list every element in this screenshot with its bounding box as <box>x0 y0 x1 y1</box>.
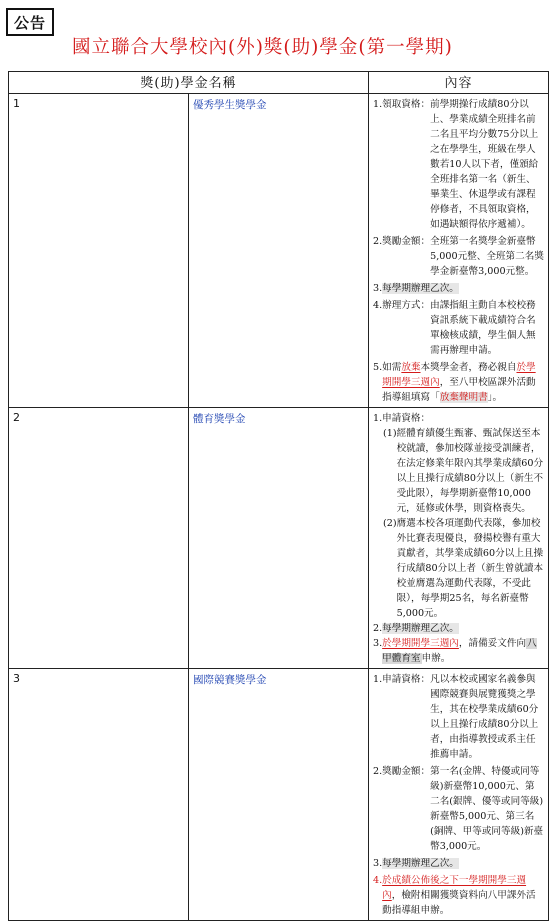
table-row <box>9 94 549 408</box>
header-content-column: 內容 <box>369 72 549 94</box>
item-text: 每學期辦理乙次。 <box>382 623 459 634</box>
highlight-deadline: 於學期開學三週內 <box>382 638 459 649</box>
notice-tag: 公告 <box>6 8 54 36</box>
item-label: 2.獎勵金額： <box>373 766 431 777</box>
row-number: 1 <box>9 94 189 408</box>
subitem-label: (1) <box>383 428 397 439</box>
content-item <box>373 97 544 232</box>
scholarship-content <box>369 94 549 408</box>
scholarship-name: 體育獎學金 <box>189 408 369 669</box>
content-item <box>373 636 544 666</box>
item-text: 每學期辦理乙次。 <box>382 858 459 869</box>
scholarship-table <box>8 71 549 921</box>
item-text: 由課指組主動自本校校務資訊系統下載成績符合名單檢核成績，學生個人無需再辦理申請。 <box>430 300 536 356</box>
item-label: 2.獎勵金額： <box>373 236 431 247</box>
item-text: 前學期操行成績80分以上、學業成績全班排名前二名且平均分數75分以上之在學學生，班級在學人數若10人以下者，僅頒給全班排名第一名（新生、畢業生、休退學或有課程停修者，不具領取資格，如遇缺額得依序遞補）。 <box>430 99 539 230</box>
table-header-row <box>9 72 549 94</box>
item-label: 3. <box>373 283 383 294</box>
item-label: 1.申請資格： <box>373 413 431 424</box>
scholarship-content <box>369 669 549 921</box>
item-label: 1.申請資格： <box>373 674 431 685</box>
content-item <box>373 764 544 854</box>
content-item <box>373 234 544 279</box>
highlight-office: 八甲體育室 <box>382 638 537 664</box>
content-item <box>373 360 544 405</box>
highlight-deadline: 於學期開學三週內 <box>382 362 536 388</box>
item-text <box>430 411 544 426</box>
row-number: 3 <box>9 669 189 921</box>
content-subitem <box>383 426 544 516</box>
item-text: 於成績公佈後之下一學期開學三週內，檢附相關獲獎資料向八甲課外活動指導組申辦。 <box>382 875 536 916</box>
content-item <box>373 621 544 636</box>
item-text: 於學期開學三週內，請備妥文件向八甲體育室申辦。 <box>382 638 537 664</box>
item-label: 3. <box>373 858 383 869</box>
scholarship-name: 優秀學生獎學金 <box>189 94 369 408</box>
content-item <box>373 298 544 358</box>
subitem-text: 膺選本校各項運動代表隊，參加校外比賽表現優良，發揚校譽有重大貢獻者，其學業成績60分以上且操行成績80分以上者（新生曾就讀本校並膺選為運動代表隊，不受此限），每學期25名，每名新臺幣5,000元。 <box>396 518 544 619</box>
item-text: 第一名(金牌、特優或同等級)新臺幣10,000元、第二名(銀牌、優等或同等級)新臺幣5,000元、第三名(銅牌、甲等或同等級)新臺幣3,000元。 <box>430 766 544 852</box>
item-label: 2. <box>373 623 383 634</box>
row-number: 2 <box>9 408 189 669</box>
subitem-text: 經體育績優生甄審、甄試保送至本校就讀，參加校隊並接受訓練者，在法定修業年限內其學業成績60分以上且操行成績80分以上（新生不受此限），每學期新臺幣10,000元，延修或休學，則資格喪失。 <box>396 428 544 514</box>
highlight-deadline: 於成績公佈後之下一學期開學三週內 <box>382 875 527 901</box>
scholarship-content <box>369 408 549 669</box>
table-row <box>9 669 549 921</box>
table-row <box>9 408 549 669</box>
item-text: 全班第一名獎學金新臺幣5,000元整、全班第二名獎學金新臺幣3,000元整。 <box>430 236 544 277</box>
item-text: 如需放棄本獎學金者，務必親自於學期開學三週內，至八甲校區課外活動指導組填寫「放棄聲明書」。 <box>382 362 536 403</box>
content-item <box>373 411 544 426</box>
content-item <box>373 672 544 762</box>
item-label: 1.領取資格： <box>373 99 431 110</box>
item-label: 5. <box>373 362 383 373</box>
highlight-form: 放棄聲明書 <box>439 392 488 403</box>
scholarship-name: 國際競賽獎學金 <box>189 669 369 921</box>
highlight-waive: 放棄 <box>401 362 421 373</box>
item-label: 4.辦理方式： <box>373 300 431 311</box>
item-label: 3. <box>373 638 383 649</box>
item-text: 凡以本校或國家名義參與國際競賽與展覽獲獎之學生，其在校學業成績60分以上且操行成績80分以上者，由指導教授或系主任推薦申請。 <box>430 674 539 760</box>
content-item <box>373 281 544 296</box>
content-item <box>373 856 544 871</box>
header-name-column: 獎(助)學金名稱 <box>9 72 369 94</box>
item-text: 每學期辦理乙次。 <box>382 283 459 294</box>
content-item <box>373 873 544 918</box>
content-subitem <box>383 516 544 621</box>
item-label: 4. <box>373 875 383 886</box>
subitem-label: (2) <box>383 518 397 529</box>
page-title: 國立聯合大學校內(外)獎(助)學金(第一學期) <box>72 37 453 58</box>
